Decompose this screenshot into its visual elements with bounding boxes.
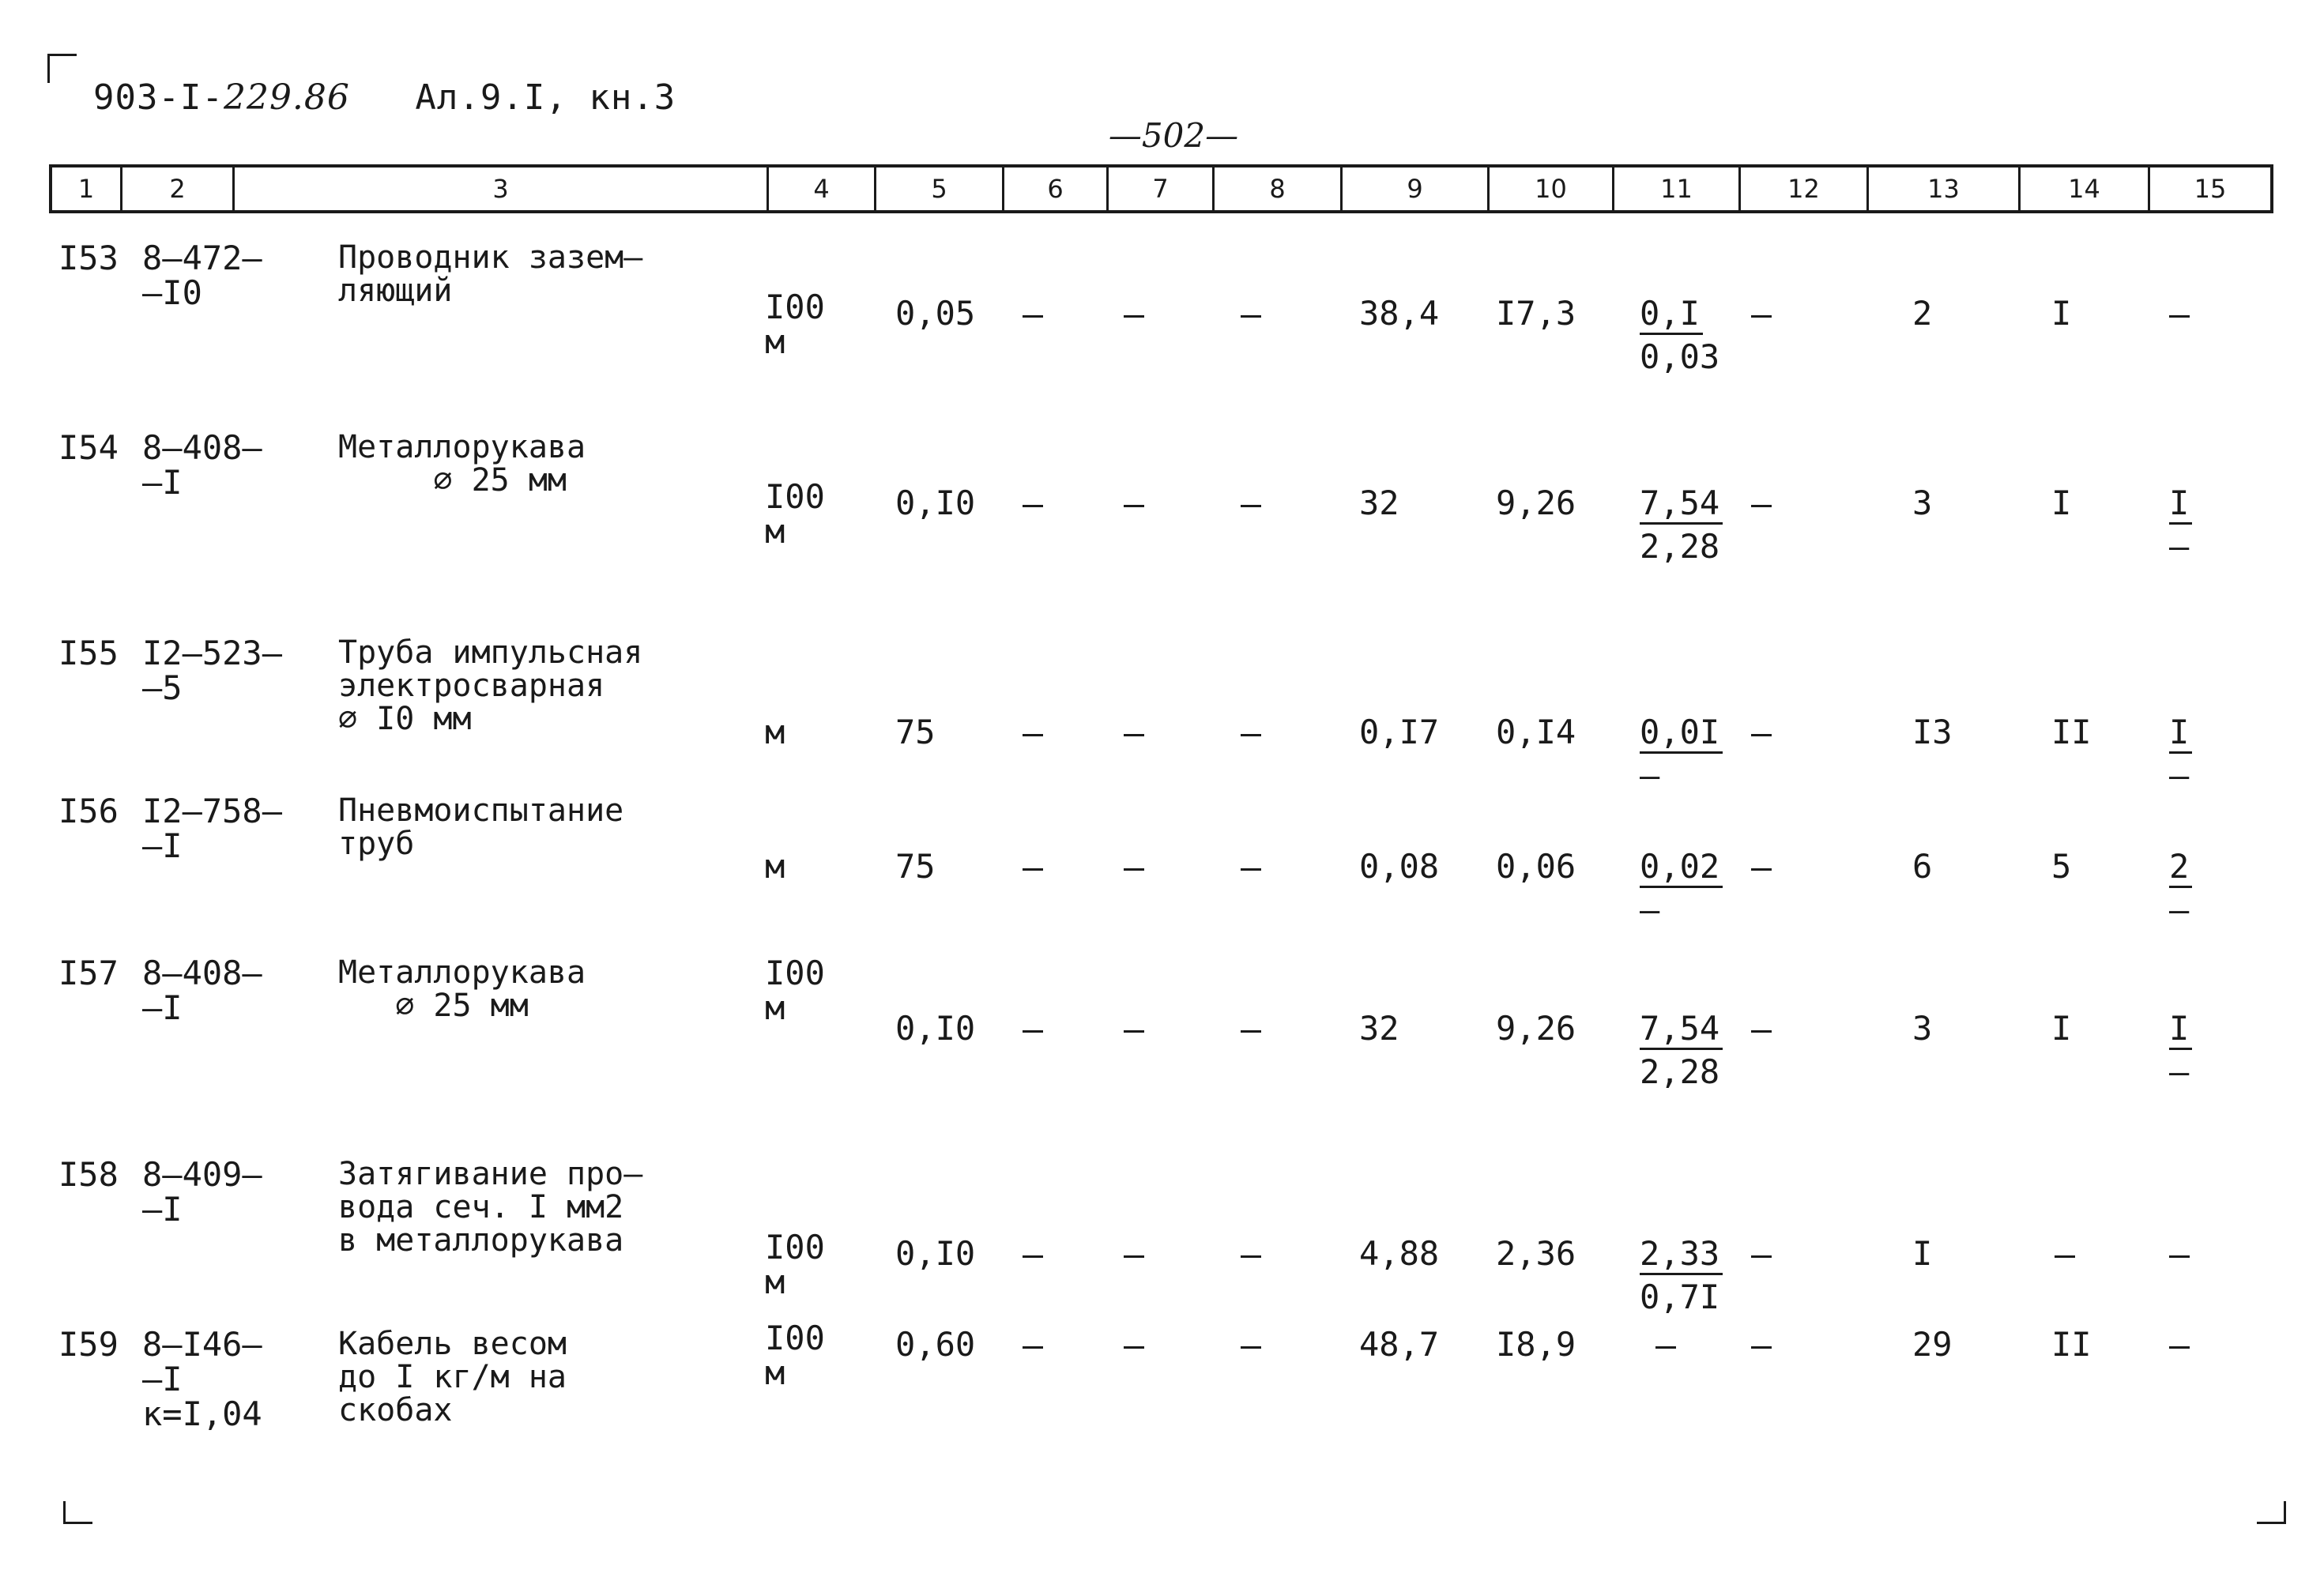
empty-c12 — [1751, 868, 1772, 871]
unit: м — [765, 847, 785, 886]
empty-c7 — [1124, 1255, 1144, 1258]
fraction-col-11-denominator: 2,28 — [1640, 527, 1720, 566]
empty-c11 — [1655, 1346, 1676, 1349]
empty-c14 — [2055, 1255, 2075, 1258]
value-col-13: 2 — [1912, 294, 1933, 333]
empty-c8 — [1241, 868, 1261, 871]
value-col-9: 32 — [1359, 484, 1399, 522]
fraction-col-11-numerator: 7,54 — [1640, 486, 1723, 525]
empty-c15 — [2169, 315, 2190, 318]
value-col-14: II — [2051, 713, 2092, 751]
fraction-col-11 — [1640, 486, 1723, 564]
work-name: Металлорукава ∅ 25 мм — [338, 954, 586, 1024]
value-col-10: 0,I4 — [1496, 713, 1576, 751]
fraction-col-11 — [1640, 296, 1719, 374]
doc-number: 903-I- — [93, 77, 224, 118]
value-col-9: 0,I7 — [1359, 713, 1440, 751]
document-code — [93, 77, 676, 118]
empty-c8 — [1241, 1346, 1261, 1349]
empty-c7 — [1124, 315, 1144, 318]
rate-code: I2–523– –5 — [142, 634, 283, 707]
empty-c6 — [1023, 315, 1043, 318]
column-header-7: 7 — [1106, 167, 1212, 210]
fraction-col-15 — [2169, 486, 2192, 564]
doc-number-handwritten: 229.86 — [223, 77, 350, 118]
value-col-10: 9,26 — [1496, 484, 1576, 522]
column-header-3: 3 — [232, 167, 767, 210]
empty-c7 — [1124, 1346, 1144, 1349]
fraction-col-15-denominator: – — [2169, 756, 2190, 795]
corner-mark-bottom-left — [63, 1501, 92, 1524]
fraction-col-11-numerator: 0,I — [1640, 296, 1703, 335]
value-col-9: 4,88 — [1359, 1234, 1440, 1273]
quantity: 0,I0 — [895, 1009, 976, 1048]
value-col-13: I — [1912, 1234, 1933, 1273]
column-header-14: 14 — [2018, 167, 2148, 210]
quantity: 0,I0 — [895, 1234, 976, 1273]
empty-c8 — [1241, 315, 1261, 318]
value-col-9: 32 — [1359, 1009, 1399, 1048]
work-name: Проводник зазем– ляющий — [338, 239, 643, 309]
fraction-col-11-numerator: 7,54 — [1640, 1011, 1723, 1050]
column-header-5: 5 — [874, 167, 1002, 210]
value-col-10: I7,3 — [1496, 294, 1576, 333]
rate-code: I2–758– –I — [142, 792, 283, 865]
value-col-10: 2,36 — [1496, 1234, 1576, 1273]
row-number: I55 — [58, 634, 119, 672]
rate-code: 8–408– –I — [142, 954, 262, 1027]
fraction-col-15-numerator: 2 — [2169, 849, 2192, 888]
value-col-9: 38,4 — [1359, 294, 1440, 333]
empty-c12 — [1751, 1346, 1772, 1349]
value-col-13: 3 — [1912, 1009, 1933, 1048]
column-header-15: 15 — [2148, 167, 2270, 210]
fraction-col-11-denominator: 0,03 — [1640, 337, 1720, 376]
value-col-14: II — [2051, 1325, 2092, 1364]
unit: I00 м — [765, 1228, 825, 1301]
work-name: Труба импульсная электросварная ∅ I0 мм — [338, 634, 643, 737]
corner-mark-top-left — [47, 54, 77, 83]
fraction-col-11-numerator: 0,0I — [1640, 715, 1723, 754]
fraction-col-15-denominator: – — [2169, 527, 2190, 566]
unit: I00 м — [765, 288, 825, 361]
row-number: I58 — [58, 1155, 119, 1194]
value-col-9: 48,7 — [1359, 1325, 1440, 1364]
empty-c12 — [1751, 315, 1772, 318]
empty-c12 — [1751, 1030, 1772, 1033]
empty-c7 — [1124, 868, 1144, 871]
empty-c7 — [1124, 505, 1144, 507]
fraction-col-11 — [1640, 1236, 1723, 1315]
value-col-10: I8,9 — [1496, 1325, 1576, 1364]
quantity: 75 — [895, 847, 936, 886]
empty-c15 — [2169, 1255, 2190, 1258]
empty-c8 — [1241, 734, 1261, 736]
work-name: Металлорукава ∅ 25 мм — [338, 429, 586, 499]
column-header-8: 8 — [1212, 167, 1340, 210]
rate-code: 8–I46– –I к=I,04 — [142, 1325, 262, 1433]
row-number: I59 — [58, 1325, 119, 1364]
column-header-1: 1 — [77, 174, 95, 204]
column-header-11: 11 — [1612, 167, 1738, 210]
value-col-14: I — [2051, 294, 2072, 333]
empty-c6 — [1023, 1030, 1043, 1033]
value-col-13: I3 — [1912, 713, 1953, 751]
fraction-col-11-denominator: – — [1640, 890, 1660, 929]
fraction-col-15-denominator: – — [2169, 1052, 2190, 1091]
quantity: 75 — [895, 713, 936, 751]
quantity: 0,I0 — [895, 484, 976, 522]
empty-c8 — [1241, 505, 1261, 507]
fraction-col-15-numerator: I — [2169, 715, 2192, 754]
unit: I00 м — [765, 477, 825, 551]
value-col-14: I — [2051, 1009, 2072, 1048]
empty-c6 — [1023, 734, 1043, 736]
work-name: Пневмоиспытание труб — [338, 792, 624, 862]
fraction-col-11 — [1640, 1011, 1723, 1090]
empty-c6 — [1023, 868, 1043, 871]
quantity: 0,60 — [895, 1325, 976, 1364]
fraction-col-15-numerator: I — [2169, 486, 2192, 525]
column-header-10: 10 — [1487, 167, 1612, 210]
fraction-col-11-numerator: 2,33 — [1640, 1236, 1723, 1275]
fraction-col-11 — [1640, 715, 1723, 793]
empty-c15 — [2169, 1346, 2190, 1349]
empty-c7 — [1124, 1030, 1144, 1033]
album-reference: Ал.9.I, кн.3 — [415, 77, 676, 118]
rate-code: 8–409– –I — [142, 1155, 262, 1229]
empty-c6 — [1023, 1346, 1043, 1349]
row-number: I56 — [58, 792, 119, 830]
column-header-9: 9 — [1340, 167, 1487, 210]
empty-c8 — [1241, 1030, 1261, 1033]
quantity: 0,05 — [895, 294, 976, 333]
unit: м — [765, 713, 785, 751]
value-col-13: 6 — [1912, 847, 1933, 886]
empty-c6 — [1023, 505, 1043, 507]
row-number: I53 — [58, 239, 119, 277]
fraction-col-11-denominator: 2,28 — [1640, 1052, 1720, 1091]
value-col-14: I — [2051, 484, 2072, 522]
fraction-col-15-denominator: – — [2169, 890, 2190, 929]
empty-c8 — [1241, 1255, 1261, 1258]
row-number: I57 — [58, 954, 119, 992]
rate-code: 8–472– –I0 — [142, 239, 262, 312]
fraction-col-15 — [2169, 1011, 2192, 1090]
rate-code: 8–408– –I — [142, 428, 262, 502]
fraction-col-15-numerator: I — [2169, 1011, 2192, 1050]
unit: I00 м — [765, 1319, 825, 1392]
work-name: Кабель весом до I кг/м на скобах — [338, 1326, 567, 1428]
empty-c12 — [1751, 734, 1772, 736]
empty-c7 — [1124, 734, 1144, 736]
value-col-13: 29 — [1912, 1325, 1953, 1364]
empty-c6 — [1023, 1255, 1043, 1258]
fraction-col-11-denominator: – — [1640, 756, 1660, 795]
row-number: I54 — [58, 428, 119, 467]
column-header-13: 13 — [1866, 167, 2018, 210]
column-header-6: 6 — [1002, 167, 1106, 210]
value-col-14: 5 — [2051, 847, 2072, 886]
fraction-col-11 — [1640, 849, 1723, 928]
column-header-12: 12 — [1738, 167, 1866, 210]
value-col-13: 3 — [1912, 484, 1933, 522]
page-number: —502— — [1108, 116, 1239, 155]
value-col-9: 0,08 — [1359, 847, 1440, 886]
fraction-col-11-denominator: 0,7I — [1640, 1278, 1720, 1316]
unit: I00 м — [765, 954, 825, 1027]
column-header-2: 2 — [120, 167, 232, 210]
corner-mark-bottom-right — [2257, 1501, 2286, 1524]
empty-c12 — [1751, 505, 1772, 507]
fraction-col-15 — [2169, 849, 2192, 928]
column-header-4: 4 — [767, 167, 874, 210]
value-col-10: 9,26 — [1496, 1009, 1576, 1048]
fraction-col-15 — [2169, 715, 2192, 793]
table-header — [49, 164, 2273, 213]
empty-c12 — [1751, 1255, 1772, 1258]
fraction-col-11-numerator: 0,02 — [1640, 849, 1723, 888]
value-col-10: 0,06 — [1496, 847, 1576, 886]
work-name: Затягивание про– вода сеч. I мм2 в металлорукава — [338, 1156, 643, 1259]
